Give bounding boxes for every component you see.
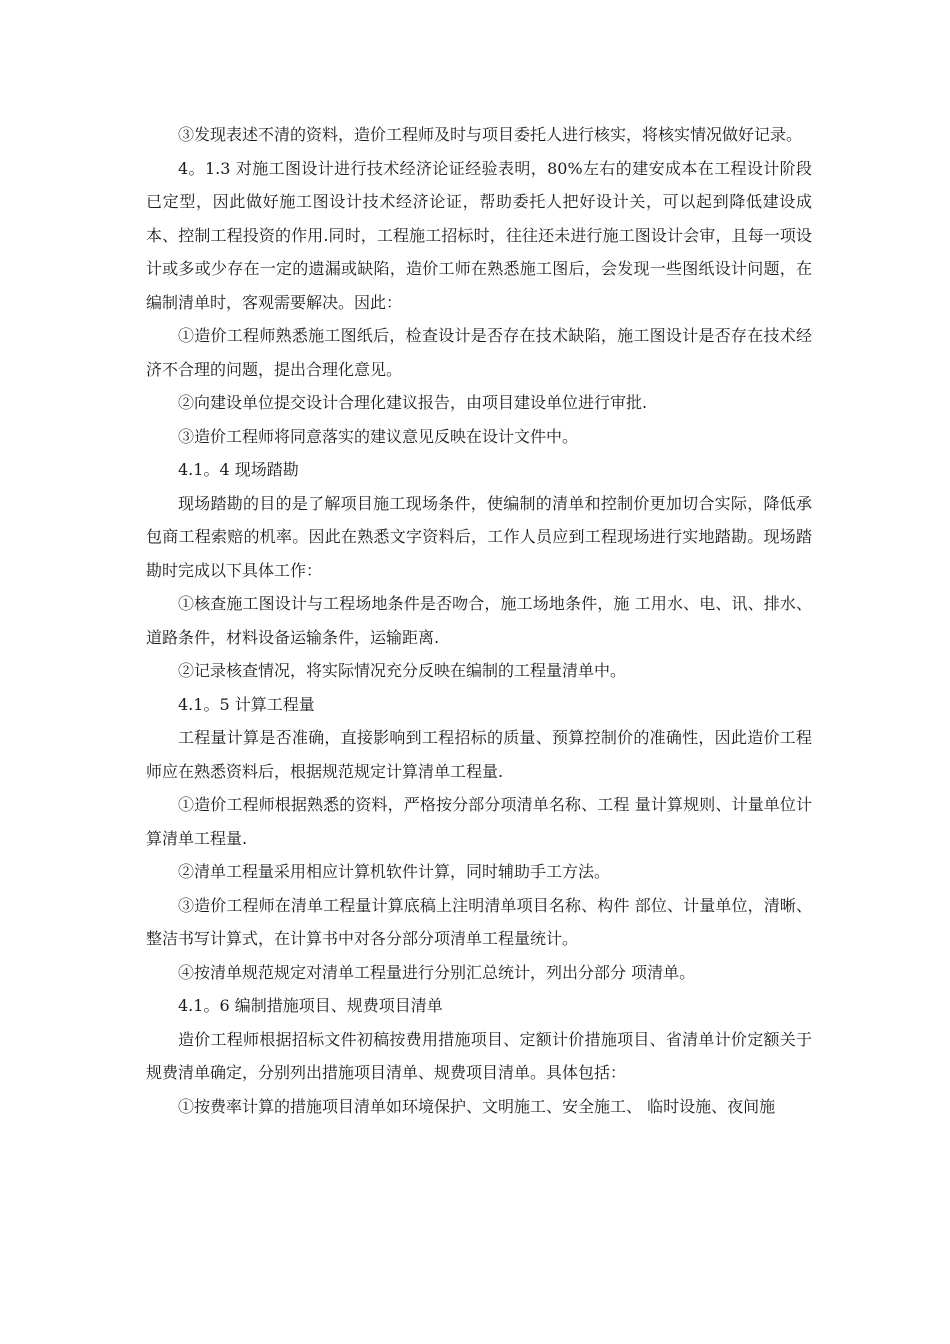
paragraph-5: ③造价工程师将同意落实的建议意见反映在设计文件中。: [178, 426, 579, 446]
paragraph-11: 工程量计算是否准确，直接影响到工程招标的质量、预算控制价的准确性，因此造价工程师应在熟悉资料后，根据规范规定计算清单工程量.: [146, 728, 812, 781]
section-heading-measures: 4.1。6 编制措施项目、规费项目清单: [178, 996, 443, 1015]
paragraph-3: ①造价工程师熟悉施工图纸后，检查设计是否存在技术缺陷，施工图设计是否存在技术经济不合理的问题，提出合理化意见。: [146, 326, 812, 379]
paragraph-9: ②记录核查情况，将实际情况充分反映在编制的工程量清单中。: [178, 661, 627, 680]
paragraph-15: ④按清单规范规定对清单工程量进行分别汇总统计，列出分部分 项清单。: [178, 962, 696, 982]
section-heading-site-survey: 4.1。4 现场踏勘: [178, 460, 299, 479]
paragraph-4: ②向建设单位提交设计合理化建议报告，由项目建设单位进行审批.: [178, 393, 648, 412]
paragraph-14: ③造价工程师在清单工程量计算底稿上注明清单项目名称、构件 部位、计量单位，清晰、整洁书写计算式，在计算书中对各分部分项清单工程量统计。: [146, 895, 812, 948]
paragraph-18: ①按费率计算的措施项目清单如环境保护、文明施工、安全施工、 临时设施、夜间施: [178, 1096, 776, 1116]
paragraph-2: 4。1.3 对施工图设计进行技术经济论证经验表明，80%左右的建安成本在工程设计阶段已定型，因此做好施工图设计技术经济论证，帮助委托人把好设计关，可以起到降低建设成本、控制工程投资的作用.同时，工程施工招标时，往往还未进行施工图设计会审，且每一项设计或多或少存在一定的遗漏或缺陷，造价工师在熟悉施工图后，会发现一些图纸设计问题，在编制清单时，客观需要解决。因此：: [146, 158, 812, 312]
section-heading-quantity: 4.1。5 计算工程量: [178, 694, 315, 714]
paragraph-7: 现场踏勘的目的是了解项目施工现场条件，使编制的清单和控制价更加切合实际，降低承包商工程索赔的机率。因此在熟悉文字资料后，工作人员应到工程现场进行实地踏勘。现场踏勘时完成以下具体工作：: [146, 493, 812, 580]
paragraph-1: ③发现表述不清的资料，造价工程师及时与项目委托人进行核实，将核实情况做好记录。: [178, 125, 803, 144]
paragraph-12: ①造价工程师根据熟悉的资料，严格按分部分项清单名称、工程 量计算规则、计量单位计算清单工程量.: [146, 795, 812, 848]
paragraph-17: 造价工程师根据招标文件初稿按费用措施项目、定额计价措施项目、省清单计价定额关于规费清单确定，分别列出措施项目清单、规费项目清单。具体包括：: [146, 1029, 812, 1082]
paragraph-13: ②清单工程量采用相应计算机软件计算，同时辅助手工方法。: [178, 862, 611, 881]
paragraph-8: ①核查施工图设计与工程场地条件是否吻合，施工场地条件，施 工用水、电、讯、排水、道路条件，材料设备运输条件，运输距离.: [146, 594, 812, 647]
